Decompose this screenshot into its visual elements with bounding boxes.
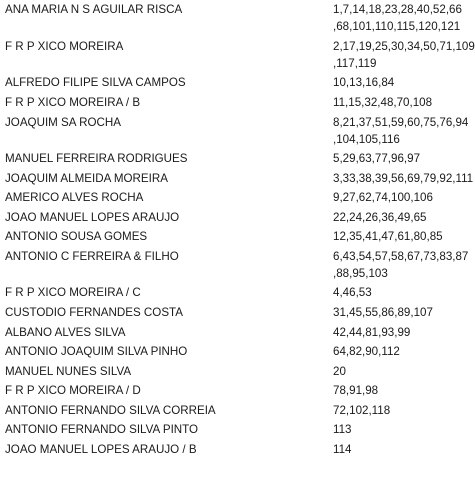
number-line: 8,21,37,51,59,60,75,76,94: [333, 116, 469, 129]
number-line: 22,24,26,36,49,65: [333, 211, 427, 224]
list-item: [0, 304, 475, 324]
number-line: 2,17,19,25,30,34,50,71,109: [333, 40, 475, 53]
number-list: [333, 38, 473, 72]
list-item: [0, 189, 475, 209]
number-line: 64,82,90,112: [333, 345, 400, 358]
list-item: [0, 1, 475, 38]
number-line: 114: [333, 443, 352, 456]
number-list: [333, 441, 473, 458]
list-item: [0, 324, 475, 343]
owner-name: AMERICO ALVES ROCHA: [5, 191, 144, 204]
number-list: [333, 209, 473, 226]
list-item: [0, 228, 475, 248]
number-line: 20: [333, 365, 346, 378]
number-list: [333, 1, 473, 35]
number-list: [333, 343, 473, 360]
number-line: ,68,101,110,115,120,121: [333, 20, 461, 33]
list-item: [0, 284, 475, 304]
number-line: 5,29,63,77,96,97: [333, 152, 421, 165]
owner-name: F R P XICO MOREIRA: [5, 40, 124, 53]
number-list: [333, 248, 473, 282]
number-list: [333, 324, 473, 341]
owner-name: ANA MARIA N S AGUILAR RISCA: [5, 3, 183, 16]
owner-name: ALBANO ALVES SILVA: [5, 326, 126, 339]
number-list: [333, 304, 473, 321]
owner-name: ANTONIO FERNANDO SILVA PINTO: [5, 423, 199, 436]
owner-name: ANTONIO FERNANDO SILVA CORREIA: [5, 404, 216, 417]
list-item: [0, 441, 475, 461]
number-line: 12,35,41,47,61,80,85: [333, 230, 443, 243]
owner-name: MANUEL NUNES SILVA: [5, 365, 132, 378]
list-item: [0, 38, 475, 74]
list-item: [0, 209, 475, 228]
list-item: [0, 150, 475, 170]
number-line: ,117,119: [333, 57, 377, 70]
number-list: [333, 228, 473, 245]
number-line: 42,44,81,93,99: [333, 326, 411, 339]
number-list: [333, 284, 473, 301]
number-line: 113: [333, 423, 352, 436]
owner-name: F R P XICO MOREIRA / C: [5, 286, 141, 299]
number-list: [333, 170, 473, 187]
number-list: [333, 189, 473, 206]
number-list: [333, 421, 473, 438]
number-line: 11,15,32,48,70,108: [333, 96, 433, 109]
owner-name: JOAO MANUEL LOPES ARAUJO / B: [5, 443, 197, 456]
number-line: 10,13,16,84: [333, 76, 395, 89]
list-item: [0, 402, 475, 421]
number-list: [333, 94, 473, 111]
list-item: [0, 382, 475, 402]
number-list: [333, 150, 473, 167]
number-line: 72,102,118: [333, 404, 391, 417]
number-line: 9,27,62,74,100,106: [333, 191, 433, 204]
list-item: [0, 248, 475, 284]
owner-name: F R P XICO MOREIRA / B: [5, 96, 141, 109]
owner-name: JOAQUIM SA ROCHA: [5, 116, 121, 129]
list-item: [0, 170, 475, 189]
number-line: ,104,105,116: [333, 133, 400, 146]
number-line: 3,33,38,39,56,69,79,92,111: [333, 172, 474, 185]
number-line: 31,45,55,86,89,107: [333, 306, 433, 319]
number-line: 78,91,98: [333, 384, 379, 397]
number-line: 6,43,54,57,58,67,73,83,87: [333, 250, 469, 263]
owner-name: JOAO MANUEL LOPES ARAUJO: [5, 211, 180, 224]
list-item: [0, 343, 475, 363]
owner-name: JOAQUIM ALMEIDA MOREIRA: [5, 172, 168, 185]
number-list: [333, 363, 473, 380]
owner-name: ANTONIO JOAQUIM SILVA PINHO: [5, 345, 188, 358]
list-item: [0, 74, 475, 94]
list-item: [0, 363, 475, 382]
owner-name: ANTONIO SOUSA GOMES: [5, 230, 148, 243]
owner-name: ANTONIO C FERREIRA & FILHO: [5, 250, 179, 263]
number-line: ,88,95,103: [333, 267, 388, 280]
number-list: [333, 114, 473, 148]
number-list: [333, 74, 473, 91]
list-item: [0, 114, 475, 150]
owner-name: MANUEL FERREIRA RODRIGUES: [5, 152, 188, 165]
number-line: 4,46,53: [333, 286, 372, 299]
owner-name: CUSTODIO FERNANDES COSTA: [5, 306, 184, 319]
list-item: [0, 421, 475, 441]
number-list: [333, 382, 473, 399]
list-item: [0, 94, 475, 114]
owner-name: ALFREDO FILIPE SILVA CAMPOS: [5, 76, 186, 89]
number-list: [333, 402, 473, 419]
number-line: 1,7,14,18,23,28,40,52,66: [333, 3, 462, 16]
owner-name: F R P XICO MOREIRA / D: [5, 384, 141, 397]
